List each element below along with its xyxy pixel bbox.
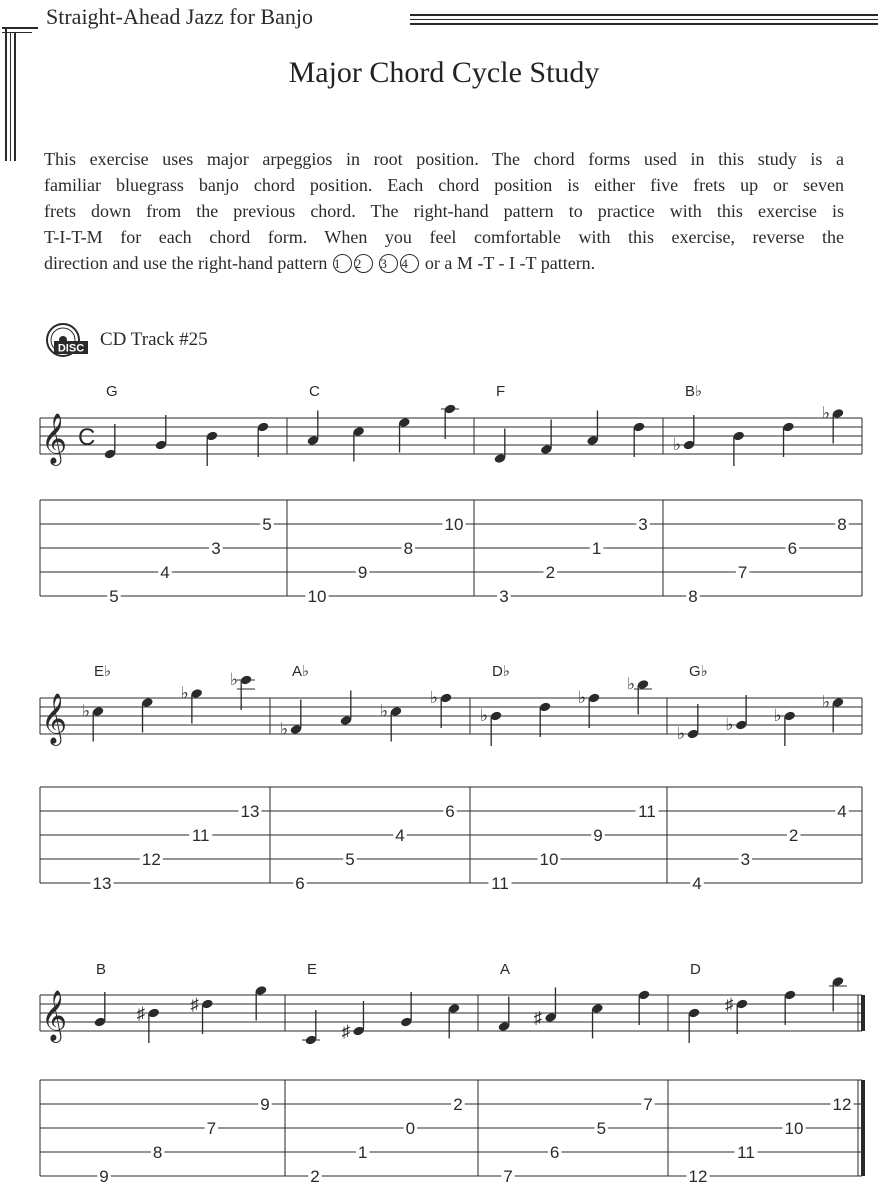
tab-fret-number: 3 <box>211 539 221 558</box>
tab-fret-number: 8 <box>403 539 414 558</box>
tab-fret-number: 10 <box>307 587 327 606</box>
intro-line: familiar bluegrass banjo chord position. Each chord position is either five frets up or seven <box>44 175 844 195</box>
tab-fret-number: 3 <box>740 850 751 869</box>
flat-sign: ♭ <box>480 706 489 725</box>
tab-fret-number: 12 <box>832 1095 852 1114</box>
intro-line: frets down from the previous chord. The right-hand pattern to practice with this exercise is <box>44 201 844 221</box>
tab-fret-number: 10 <box>444 515 464 534</box>
tab-fret-number: 13 <box>92 874 112 893</box>
flat-sign: ♭ <box>822 403 831 423</box>
pattern-number-3: 3 <box>379 254 398 273</box>
flat-sign: ♭ <box>673 435 682 454</box>
tab-fret-number: 5 <box>345 850 355 869</box>
flat-sign: ♭ <box>725 715 734 734</box>
pattern-number-1: 1 <box>333 254 352 273</box>
cd-track-label: CD Track #25 <box>100 329 208 350</box>
intro-text: or a M -T - I -T pattern. <box>420 253 596 273</box>
tab-fret-number: 4 <box>160 563 170 582</box>
tab-fret-number: 3 <box>638 515 648 534</box>
chord-symbol: F <box>496 383 506 400</box>
tab-fret-number: 11 <box>491 874 509 893</box>
tab-fret-number: 5 <box>596 1119 607 1138</box>
tab-fret-number: 11 <box>737 1143 755 1162</box>
chord-symbol: C <box>309 383 320 400</box>
tab-fret-number: 9 <box>99 1167 109 1186</box>
sharp-sign: ♯ <box>341 1022 351 1041</box>
page-title: Major Chord Cycle Study <box>288 56 600 89</box>
intro-line: T-I-T-M for each chord form. When you feel comfortable with this exercise, reverse the <box>44 227 844 247</box>
flat-sign: ♭ <box>280 719 289 739</box>
tab-fret-number: 5 <box>262 515 272 534</box>
flat-sign: ♭ <box>430 688 439 707</box>
tab-fret-number: 13 <box>240 802 260 821</box>
tab-fret-number: 6 <box>549 1143 560 1162</box>
tab-fret-number: 8 <box>152 1143 163 1162</box>
chord-symbol: A <box>500 961 511 978</box>
flat-sign: ♭ <box>230 670 239 689</box>
pattern-number-4: 4 <box>400 254 419 273</box>
tab-fret-number: 6 <box>295 874 305 893</box>
tab-fret-number: 10 <box>539 850 559 869</box>
tab-fret-number: 6 <box>445 802 455 821</box>
chord-symbol: E♭ <box>94 663 112 680</box>
tab-fret-number: 12 <box>688 1167 708 1186</box>
treble-clef: 𝄞 <box>41 694 68 743</box>
time-signature-common: C <box>78 424 96 451</box>
tab-fret-number: 1 <box>357 1143 368 1162</box>
tab-final-barline-thick <box>861 1080 865 1176</box>
flat-sign: ♭ <box>773 706 782 725</box>
tab-fret-number: 0 <box>405 1119 416 1138</box>
sharp-sign: ♯ <box>190 995 199 1014</box>
flat-sign: ♭ <box>627 674 636 694</box>
tab-fret-number: 7 <box>737 563 748 582</box>
sharp-sign: ♯ <box>136 1004 146 1023</box>
flat-sign: ♭ <box>578 688 587 707</box>
chord-symbol: G <box>106 383 118 400</box>
sharp-sign: ♯ <box>533 1008 543 1028</box>
tab-fret-number: 7 <box>206 1119 217 1138</box>
tab-fret-number: 2 <box>453 1095 463 1114</box>
tab-fret-number: 9 <box>593 826 603 845</box>
tab-fret-number: 11 <box>638 802 656 821</box>
tab-fret-number: 2 <box>310 1167 320 1186</box>
treble-clef: 𝄞 <box>41 414 68 463</box>
flat-sign: ♭ <box>180 683 189 703</box>
tab-fret-number: 6 <box>787 539 798 558</box>
tab-fret-number: 2 <box>788 826 799 845</box>
intro-line: This exercise uses major arpeggios in root position. The chord forms used in this study is a <box>44 149 844 169</box>
tab-fret-number: 1 <box>591 539 602 558</box>
tab-fret-number: 12 <box>141 850 161 869</box>
final-barline-thick <box>861 995 865 1031</box>
tab-fret-number: 8 <box>688 587 698 606</box>
tab-fret-number: 4 <box>395 826 405 845</box>
flat-sign: ♭ <box>82 701 91 721</box>
tab-fret-number: 7 <box>503 1167 513 1186</box>
tab-fret-number: 4 <box>692 874 702 893</box>
chord-symbol: B♭ <box>685 383 703 400</box>
tab-fret-number: 10 <box>784 1119 804 1138</box>
tab-fret-number: 9 <box>357 563 368 582</box>
pattern-number-2: 2 <box>354 254 373 273</box>
chord-symbol: G♭ <box>689 663 708 680</box>
tab-fret-number: 7 <box>643 1095 653 1114</box>
tab-fret-number: 4 <box>837 802 847 821</box>
chord-symbol: D♭ <box>492 663 510 680</box>
flat-sign: ♭ <box>380 701 389 721</box>
book-title: Straight-Ahead Jazz for Banjo <box>46 4 313 29</box>
tab-fret-number: 3 <box>499 587 509 606</box>
chord-symbol: D <box>690 961 701 978</box>
chord-symbol: B <box>96 961 107 978</box>
tab-fret-number: 9 <box>260 1095 270 1114</box>
chord-symbol: E <box>307 961 318 978</box>
tab-fret-number: 2 <box>545 563 556 582</box>
intro-text: direction and use the right-hand pattern <box>44 253 332 273</box>
chord-symbol: A♭ <box>292 663 310 680</box>
cd-icon-text: DISC <box>57 342 85 355</box>
treble-clef: 𝄞 <box>41 991 68 1040</box>
tab-fret-number: 11 <box>191 826 210 845</box>
tab-fret-number: 8 <box>837 515 847 534</box>
sharp-sign: ♯ <box>725 995 734 1014</box>
tab-fret-number: 5 <box>109 587 119 606</box>
flat-sign: ♭ <box>677 724 686 743</box>
flat-sign: ♭ <box>822 692 831 712</box>
